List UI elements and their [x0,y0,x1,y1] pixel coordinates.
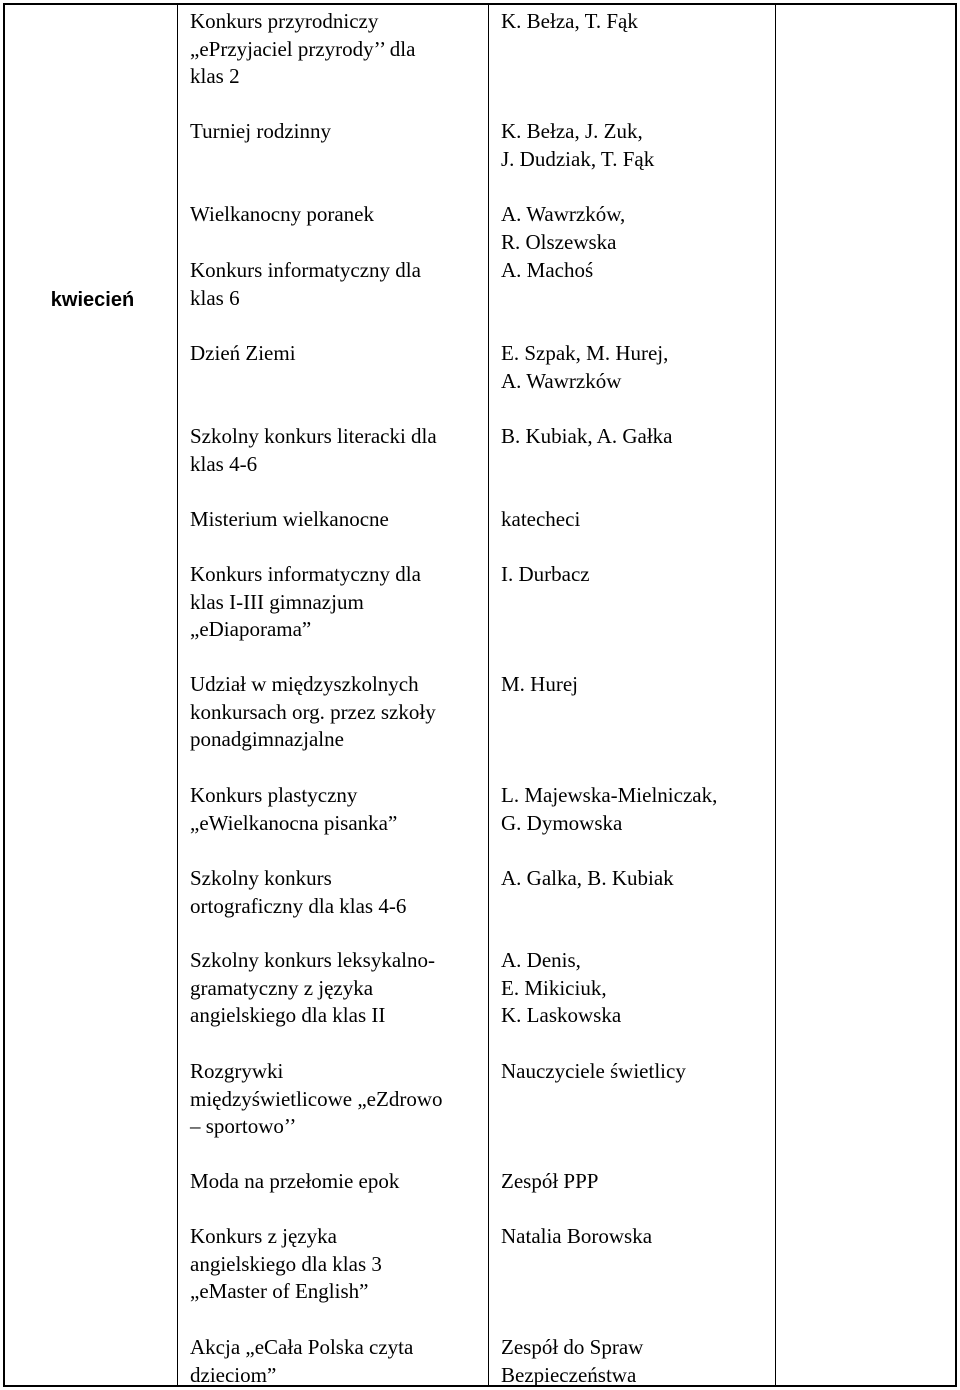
person-cell: L. Majewska-Mielniczak, G. Dymowska [501,783,718,835]
event-cell: Szkolny konkurs literacki dla klas 4-6 [190,424,437,476]
person-cell: A. Machoś [501,258,594,282]
person-cell: K. Bełza, T. Fąk [501,9,638,33]
person-cell: I. Durbacz [501,562,590,586]
event-cell: Akcja „eCała Polska czyta dzieciom” [190,1335,414,1387]
event-cell: Udział w międzyszkolnych konkursach org. przez szkoły ponadgimnazjalne [190,672,436,751]
column-divider [775,5,776,1385]
person-cell: M. Hurej [501,672,578,696]
person-cell: A. Denis, E. Mikiciuk, K. Laskowska [501,948,622,1027]
person-cell: Zespół PPP [501,1169,599,1193]
event-cell: Konkurs plastyczny „eWielkanocna pisanka” [190,783,398,835]
person-cell: Zespół do Spraw Bezpieczeństwa [501,1335,644,1387]
person-cell: katecheci [501,507,581,531]
person-cell: A. Galka, B. Kubiak [501,866,674,890]
event-cell: Dzień Ziemi [190,341,296,365]
event-cell: Turniej rodzinny [190,119,331,143]
event-cell: Rozgrywki międzyświetlicowe „eZdrowo – sportowo’’ [190,1059,443,1138]
person-cell: Nauczyciele świetlicy [501,1059,686,1083]
column-divider [177,5,178,1385]
person-cell: E. Szpak, M. Hurej, A. Wawrzków [501,341,669,393]
column-divider [488,5,489,1385]
event-cell: Konkurs przyrodniczy „ePrzyjaciel przyrody’’ dla klas 2 [190,9,416,88]
event-cell: Szkolny konkurs leksykalno- gramatyczny z języka angielskiego dla klas II [190,948,435,1027]
event-cell: Wielkanocny poranek [190,202,374,226]
month-label: kwiecień [50,289,135,311]
event-cell: Moda na przełomie epok [190,1169,400,1193]
event-cell: Konkurs informatyczny dla klas 6 [190,258,421,310]
person-cell: B. Kubiak, A. Gałka [501,424,673,448]
event-cell: Konkurs informatyczny dla klas I-III gimnazjum „eDiaporama” [190,562,421,641]
event-cell: Misterium wielkanocne [190,507,389,531]
schedule-table [3,3,957,1387]
event-cell: Konkurs z języka angielskiego dla klas 3 „eMaster of English” [190,1224,382,1303]
person-cell: K. Bełza, J. Zuk, J. Dudziak, T. Fąk [501,119,655,171]
person-cell: A. Wawrzków, R. Olszewska [501,202,626,254]
person-cell: Natalia Borowska [501,1224,653,1248]
event-cell: Szkolny konkurs ortograficzny dla klas 4-6 [190,866,407,918]
